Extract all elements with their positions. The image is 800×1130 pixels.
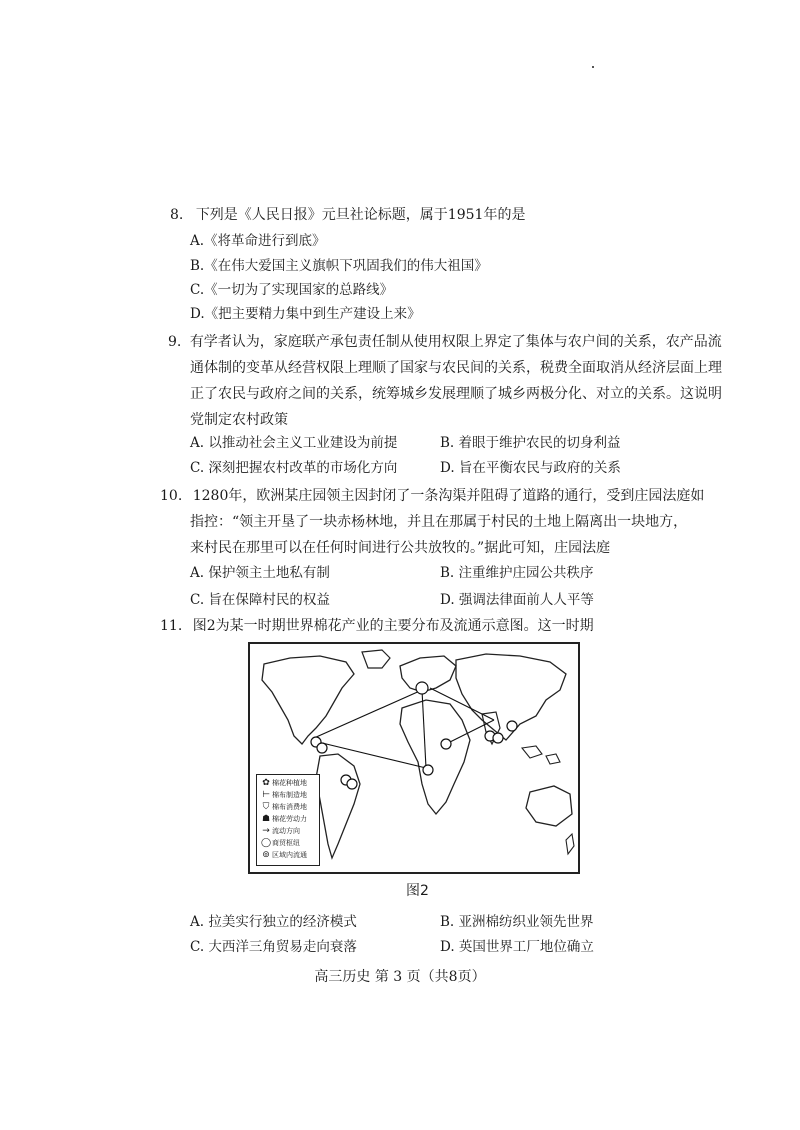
- q9-option-b: B. 着眼于维护农民的切身利益: [440, 435, 621, 451]
- q8-option-c: C.《一切为了实现国家的总路线》: [190, 282, 394, 298]
- question-line-4: 党制定农村政策: [190, 412, 288, 428]
- question-stem: 下列是《人民日报》元旦社论标题，属于1951年的是: [195, 207, 526, 223]
- question-number: 11.: [160, 618, 183, 634]
- legend-row-cotton-plant: [260, 777, 316, 789]
- question-line-3: 正了农民与政府之间的关系，统筹城乡发展理顺了城乡两极分化、对立的关系。这说明: [190, 386, 722, 402]
- legend-label: 商贸枢纽: [272, 839, 300, 847]
- cotton-plant-icon: ✿: [262, 778, 270, 788]
- east-africa-hub-icon: [441, 739, 451, 749]
- q8-option-d: D.《把主要精力集中到生产建设上来》: [190, 306, 421, 322]
- south-america-landmass: [316, 754, 360, 858]
- q8-option-b: B.《在伟大爱国主义旗帜下巩固我们的伟大祖国》: [190, 258, 488, 274]
- q9-option-c: C. 深刻把握农村改革的市场化方向: [190, 460, 398, 476]
- caribbean-hub-icon: [317, 743, 327, 753]
- cluster-icon: ⊚: [262, 850, 270, 860]
- legend-label: 棉花劳动力: [272, 815, 307, 823]
- southeast-asia-islands: [522, 746, 560, 764]
- new-zealand-landmass: [566, 834, 574, 854]
- q11-option-b: B. 亚洲棉纺织业领先世界: [440, 914, 594, 930]
- scan-speck: [592, 66, 594, 68]
- q9-option-a: A. 以推动社会主义工业建设为前提: [190, 435, 398, 451]
- q10-option-a: A. 保护领主土地私有制: [190, 565, 330, 581]
- map-hub-icons: [311, 682, 517, 789]
- legend-label: 棉布消费地: [272, 803, 307, 811]
- greenland-landmass: [362, 650, 390, 668]
- africa-hub-icon: [423, 765, 433, 775]
- labor-icon: ☗: [261, 814, 271, 824]
- question-stem: 图2为某一时期世界棉花产业的主要分布及流通示意图。这一时期: [192, 618, 594, 634]
- question-line-2: 通体制的变革从经营权限上理顺了国家与农民间的关系，税费全面取消从经济层面上理: [190, 360, 722, 376]
- shirt-icon: ⛉: [262, 802, 270, 812]
- question-line-1: 1280年，欧洲某庄园领主因封闭了一条沟渠并阻碍了道路的通行，受到庄园法庭如: [192, 488, 705, 504]
- world-cotton-map: [248, 642, 580, 874]
- legend-row-cluster: [260, 849, 316, 861]
- question-10: [160, 483, 704, 509]
- question-9: [168, 329, 722, 355]
- legend-row-circle: [260, 837, 316, 849]
- page-footer: 高三历史 第 3 页（共8页）: [314, 969, 486, 985]
- cotton-cloth-icon: ⊢: [262, 790, 270, 800]
- legend-row-arrow: [260, 825, 316, 837]
- europe-hub-icon: [416, 682, 428, 694]
- china-hub-icon: [507, 721, 517, 731]
- legend-label: 区域内流通: [272, 851, 307, 859]
- legend-label: 流动方向: [272, 827, 300, 835]
- legend-label: 棉布制造地: [272, 791, 307, 799]
- q9-option-d: D. 旨在平衡农民与政府的关系: [440, 460, 621, 476]
- map-legend: [256, 774, 320, 866]
- legend-row-labor: [260, 813, 316, 825]
- q8-option-a: A.《将革命进行到底》: [190, 233, 326, 249]
- question-8: [170, 205, 525, 225]
- brazil-hub-icon: [347, 779, 357, 789]
- question-number: 10.: [160, 488, 183, 504]
- q10-option-c: C. 旨在保障村民的权益: [190, 592, 330, 608]
- flow-arrow-americas-europe: [314, 690, 422, 738]
- q10-option-b: B. 注重维护庄园公共秩序: [440, 565, 594, 581]
- legend-row-shirt: [260, 801, 316, 813]
- legend-row-cotton-cloth: [260, 789, 316, 801]
- q11-option-c: C. 大西洋三角贸易走向衰落: [190, 939, 357, 955]
- question-11: [160, 613, 594, 639]
- circle-icon: ◯: [260, 838, 272, 848]
- africa-landmass: [400, 700, 470, 814]
- question-number: 8.: [170, 207, 184, 223]
- question-line-1: 有学者认为，家庭联产承包责任制从使用权限上界定了集体与农户间的关系，农产品流: [189, 334, 722, 350]
- arrow-icon: →: [262, 826, 270, 836]
- question-line-2: 指控：“领主开垦了一块赤杨林地，并且在那属于村民的土地上隔离出一块地方，: [190, 514, 688, 530]
- australia-landmass: [526, 786, 572, 826]
- north-america-landmass: [262, 656, 354, 744]
- q11-option-d: D. 英国世界工厂地位确立: [440, 939, 594, 955]
- figure-caption: 图2: [406, 883, 429, 899]
- question-line-3: 来村民在那里可以在任何时间进行公共放牧的。”据此可知，庄园法庭: [190, 540, 611, 556]
- q11-option-a: A. 拉美实行独立的经济模式: [190, 914, 357, 930]
- question-number: 9.: [168, 334, 182, 350]
- india-hub-icon-2: [493, 733, 503, 743]
- legend-label: 棉花种植地: [272, 779, 307, 787]
- q10-option-d: D. 强调法律面前人人平等: [440, 592, 594, 608]
- flow-arrow-europe-africa: [422, 690, 426, 768]
